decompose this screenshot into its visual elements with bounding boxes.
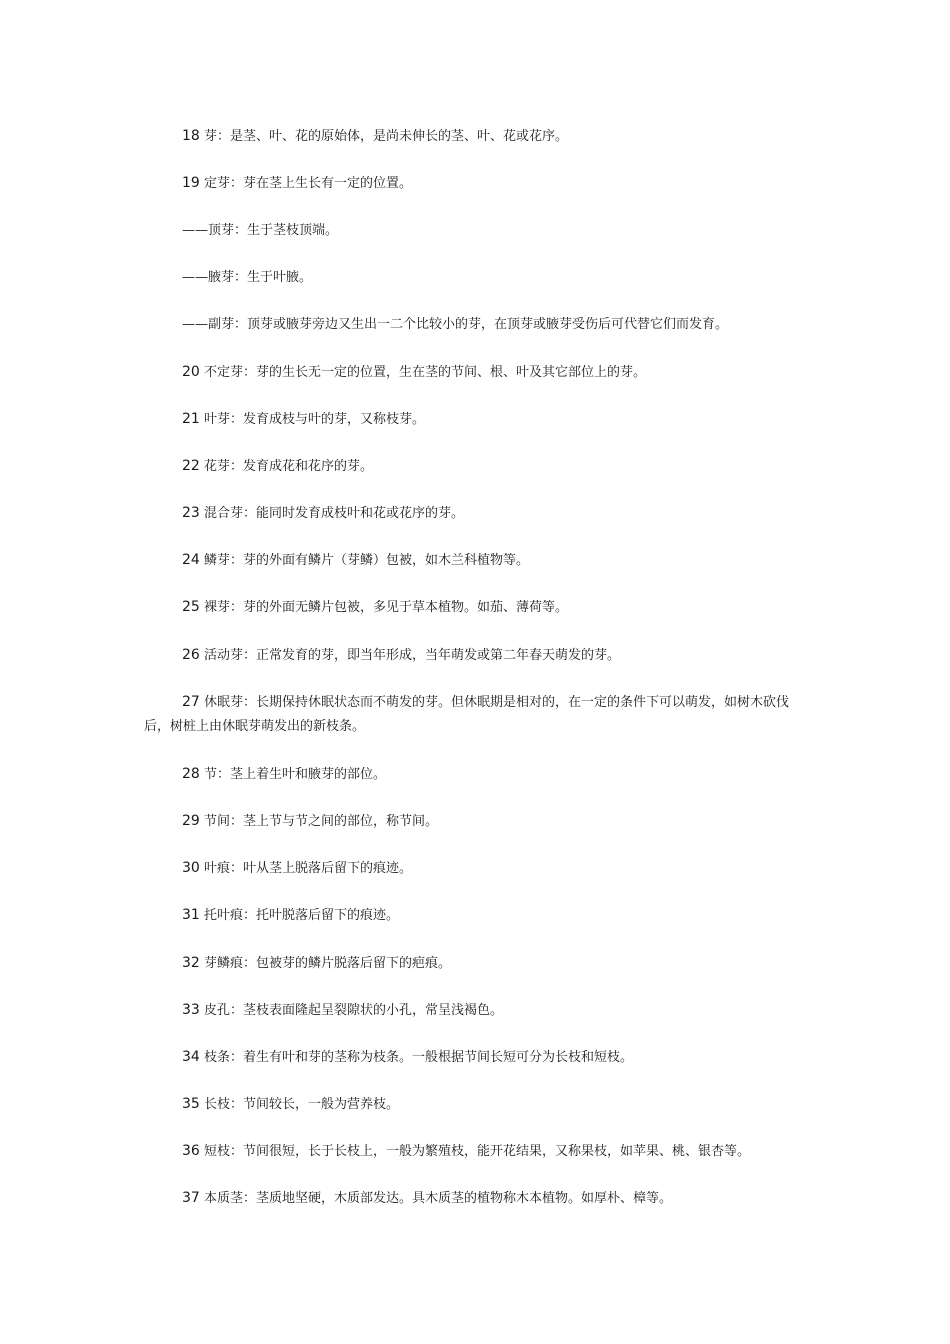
entry-number: 29 [182,813,200,829]
entry-36 [144,1139,814,1164]
entry-number: 31 [182,907,200,923]
entry-text: ——腋芽：生于叶腋。 [182,270,313,285]
entry-30 [144,856,814,881]
entry-text: 叶痕：叶从茎上脱落后留下的痕迹。 [199,861,412,876]
entry-number: 37 [182,1190,200,1206]
entry-text: 芽鳞痕：包被芽的鳞片脱落后留下的疤痕。 [199,956,451,971]
entry-31 [144,903,814,928]
entry-20 [144,360,814,385]
entry-text: 定芽：芽在茎上生长有一定的位置。 [199,176,412,191]
entry-29 [144,809,814,834]
entry-27 [144,690,814,739]
entry-text: ——副芽：顶芽或腋芽旁边又生出一二个比较小的芽，在顶芽或腋芽受伤后可代替它们而发育。 [182,317,729,332]
entry-number: 24 [182,552,200,568]
entry-number: 30 [182,860,200,876]
entry-28 [144,762,814,787]
entry-text: 不定芽：芽的生长无一定的位置，生在茎的节间、根、叶及其它部位上的芽。 [199,365,646,380]
entry-text: 短枝：节间很短，长于长枝上，一般为繁殖枝，能开花结果，又称果枝，如苹果、桃、银杏等。 [199,1144,750,1159]
entry-22 [144,454,814,479]
entry-number: 21 [182,411,200,427]
entry-number: 28 [182,766,200,782]
entry-number: 26 [182,647,200,663]
entry-text: 本质茎：茎质地坚硬，木质部发达。具木质茎的植物称木本植物。如厚朴、樟等。 [199,1191,672,1206]
entry-37 [144,1186,814,1211]
entry-number: 18 [182,128,200,144]
entry-number: 36 [182,1143,200,1159]
entry-23 [144,501,814,526]
entry-34 [144,1045,814,1070]
entry-33 [144,998,814,1023]
entry-text: 鳞芽：芽的外面有鳞片（芽鳞）包被，如木兰科植物等。 [199,553,529,568]
entry-text: 活动芽：正常发育的芽，即当年形成，当年萌发或第二年春天萌发的芽。 [199,648,620,663]
entry-text: 休眠芽：长期保持休眠状态而不萌发的芽。但休眠期是相对的，在一定的条件下可以萌发，如树木砍伐后，树桩上由休眠芽萌发出的新枝条。 [144,695,789,734]
entry-35 [144,1092,814,1117]
entry-32 [144,951,814,976]
entry-number: 34 [182,1049,200,1065]
entry-text: 叶芽：发育成枝与叶的芽，又称枝芽。 [199,412,425,427]
entry-axillary-bud [144,265,814,290]
entry-text: 节：茎上着生叶和腋芽的部位。 [199,767,386,782]
entry-terminal-bud [144,218,814,243]
entry-number: 19 [182,175,200,191]
entry-number: 33 [182,1002,200,1018]
entry-text: 节间：茎上节与节之间的部位，称节间。 [199,814,438,829]
entry-number: 25 [182,599,200,615]
entry-text: ——顶芽：生于茎枝顶端。 [182,223,339,238]
entry-18 [144,124,814,149]
entry-number: 20 [182,364,200,380]
entry-19 [144,171,814,196]
entry-number: 27 [182,694,200,710]
entry-text: 枝条：着生有叶和芽的茎称为枝条。一般根据节间长短可分为长枝和短枝。 [199,1050,633,1065]
entry-accessory-bud [144,312,814,337]
entry-text: 裸芽：芽的外面无鳞片包被，多见于草本植物。如茄、薄荷等。 [199,600,568,615]
entry-25 [144,595,814,620]
entry-21 [144,407,814,432]
entry-text: 混合芽：能同时发育成枝叶和花或花序的芽。 [199,506,464,521]
entry-text: 花芽：发育成花和花序的芽。 [199,459,373,474]
entry-number: 23 [182,505,200,521]
entry-number: 35 [182,1096,200,1112]
entry-text: 托叶痕：托叶脱落后留下的痕迹。 [199,908,399,923]
entry-number: 32 [182,955,200,971]
entry-text: 芽：是茎、叶、花的原始体，是尚未伸长的茎、叶、花或花序。 [199,129,568,144]
entry-24 [144,548,814,573]
entry-text: 皮孔：茎枝表面隆起呈裂隙状的小孔，常呈浅褐色。 [199,1003,503,1018]
entry-number: 22 [182,458,200,474]
entry-text: 长枝：节间较长，一般为营养枝。 [199,1097,399,1112]
entry-26 [144,643,814,668]
